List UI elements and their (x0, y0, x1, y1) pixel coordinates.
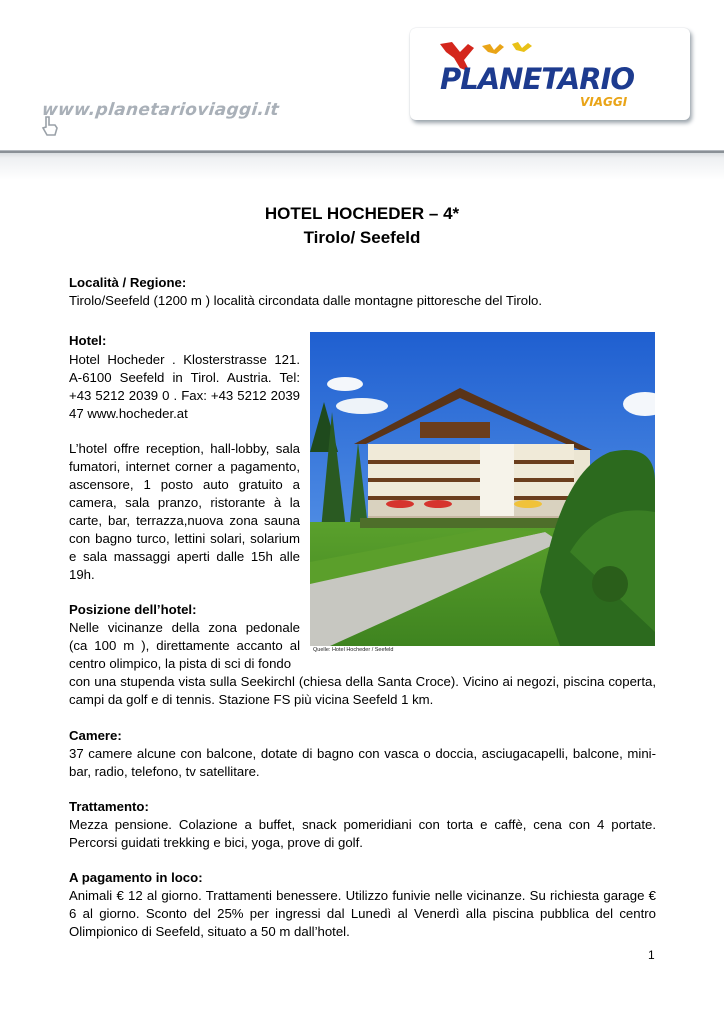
page-number: 1 (648, 948, 655, 962)
hotel-photo (310, 332, 655, 646)
pagamento-text: Animali € 12 al giorno. Trattamenti benessere. Utilizzo funivie nelle vicinanze. Su richiesta garage € 6 al giorno. Sconto del 25% per ingressi dal Lunedì al Venerdì alla piscina pubblica del centro Olimpionico di Seefeld, situato a 50 m dall’hotel. (69, 888, 656, 939)
hotel-description: L’hotel offre reception, hall-lobby, sala fumatori, internet corner a pagamento, ascensore, 1 posto auto gratuito a camera, sala pranzo, ristorante à la carte, bar, terrazza,nuova zona sauna con bagno turco, lettini solari, solarium e sala massaggi aperti dalle 15h alle 19h. (69, 441, 300, 582)
hotel-location-title: Tirolo/ Seefeld (303, 228, 421, 247)
header-divider (0, 150, 724, 180)
localita-heading: Località / Regione: (69, 275, 187, 290)
logo-wordmark: PLANETARIO (440, 62, 635, 96)
header-rule (0, 151, 724, 153)
posizione-heading: Posizione dell’hotel: (69, 602, 197, 617)
hotel-title: HOTEL HOCHEDER – 4* (264, 204, 460, 223)
logo-subtitle: VIAGGI (580, 95, 628, 109)
localita-text: Tirolo/Seefeld (1200 m ) località circondata dalle montagne pittoresche del Tirolo. (69, 293, 543, 308)
trattamento-text: Mezza pensione. Colazione a buffet, snack pomeridiani con torta e caffè, cena con 4 portate. Percorsi guidati trekking e bici, yoga, prove di golf. (69, 817, 656, 850)
hotel-address: Hotel Hocheder . Klosterstrasse 121. A-6100 Seefeld in Tirol. Austria. Tel: +43 5212 2039 0 . Fax: +43 5212 2039 47 www.hocheder.at (69, 352, 300, 421)
posizione-text-narrow: Nelle vicinanze della zona pedonale (ca 100 m ), direttamente accanto al centro olimpico, la pista di sci di fondo (69, 620, 300, 671)
page-header (0, 0, 724, 160)
hotel-heading: Hotel: (69, 333, 107, 348)
photo-caption: Quelle: Hotel Hocheder / Seefeld (313, 647, 394, 653)
camere-text: 37 camere alcune con balcone, dotate di bagno con vasca o doccia, asciugacapelli, balcone, mini-bar, radio, telefono, tv satellitare. (69, 746, 656, 779)
website-url[interactable]: www.planetarioviaggi.it (40, 100, 280, 120)
pagamento-heading: A pagamento in loco: (69, 870, 203, 885)
posizione-text-wide: con una stupenda vista sulla Seekirchl (chiesa della Santa Croce). Vicino ai negozi, piscina coperta, campi da golf e di tennis. Stazione FS più vicina Seefeld 1 km. (69, 674, 656, 707)
trattamento-heading: Trattamento: (69, 799, 149, 814)
camere-heading: Camere: (69, 728, 122, 743)
